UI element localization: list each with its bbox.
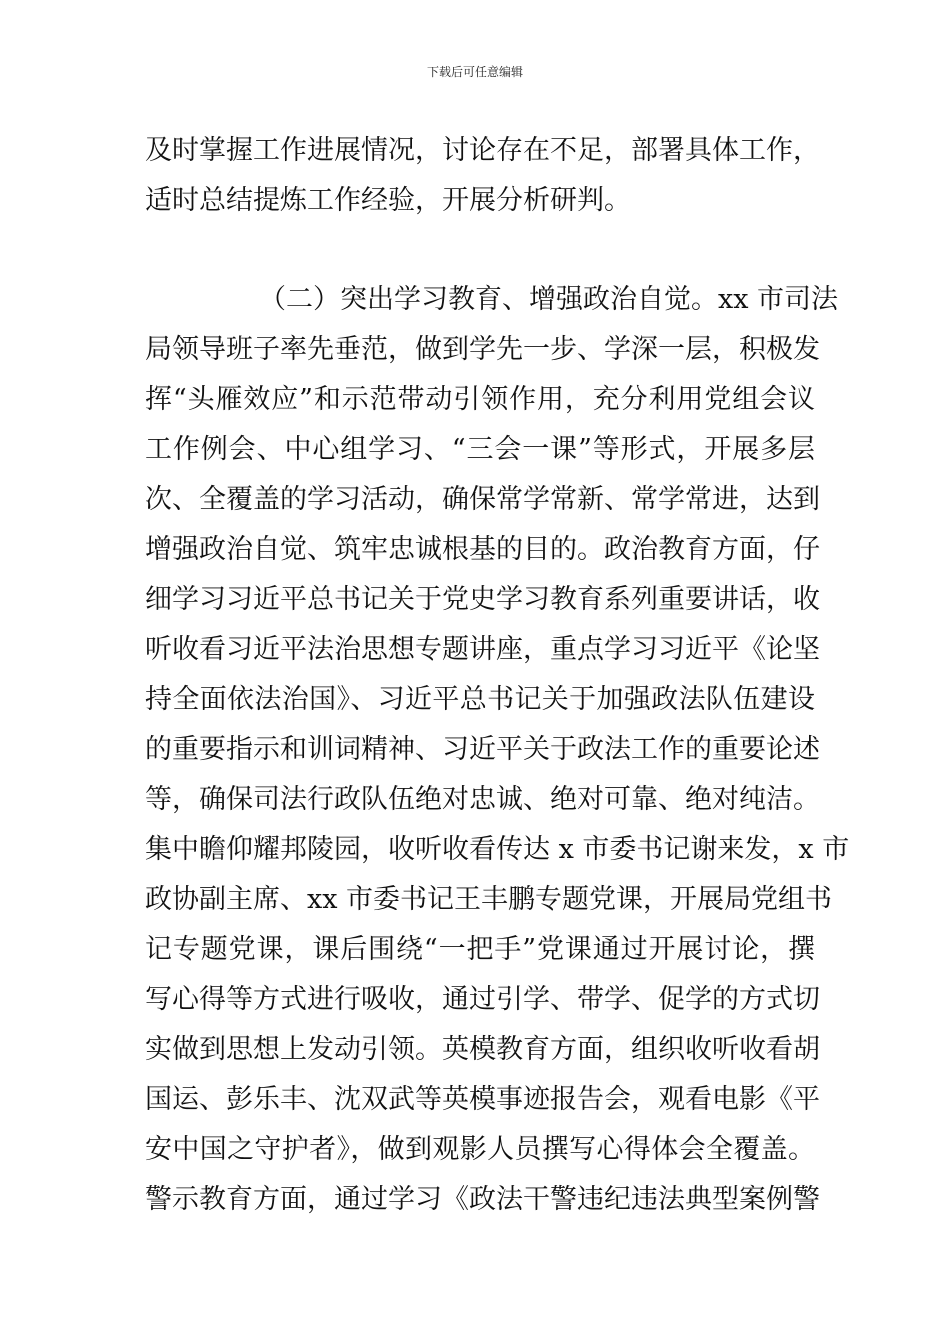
- text-line: 安中国之守护者》，做到观影人员撰写心得体会全覆盖。: [145, 1134, 815, 1165]
- text-line: 次、全覆盖的学习活动，确保常学常新、常学常进，达到: [145, 484, 820, 515]
- text-line: 实做到思想上发动引领。英模教育方面，组织收听收看胡: [145, 1034, 820, 1065]
- text-line: 听收看习近平法治思想专题讲座，重点学习习近平《论坚: [145, 634, 820, 665]
- text-line: 细学习习近平总书记关于党史学习教育系列重要讲话，收: [145, 584, 820, 615]
- text-line: 集中瞻仰耀邦陵园，收听收看传达 x 市委书记谢来发，x 市: [145, 834, 850, 865]
- text-line: 适时总结提炼工作经验，开展分析研判。: [145, 185, 631, 216]
- text-line: 局领导班子率先垂范，做到学先一步、学深一层，积极发: [145, 334, 820, 365]
- text-line: 增强政治自觉、筑牢忠诚根基的目的。政治教育方面，仔: [145, 534, 820, 565]
- text-line: 国运、彭乐丰、沈双武等英模事迹报告会，观看电影《平: [145, 1084, 820, 1115]
- text-line: 记专题党课，课后围绕“一把手”党课通过开展讨论，撰: [145, 934, 815, 965]
- text-line: 的重要指示和训词精神、习近平关于政法工作的重要论述: [145, 734, 820, 765]
- text-line: 工作例会、中心组学习、“三会一课”等形式，开展多层: [145, 434, 815, 465]
- page-header: 下载后可任意编辑: [426, 65, 523, 79]
- text-line: 等，确保司法行政队伍绝对忠诚、绝对可靠、绝对纯洁。: [145, 784, 820, 815]
- paragraph-1: [145, 126, 820, 226]
- text-line: 写心得等方式进行吸收，通过引学、带学、促学的方式切: [145, 984, 820, 1015]
- paragraph-2: [145, 275, 850, 1225]
- text-line: 及时掌握工作进展情况，讨论存在不足，部署具体工作，: [145, 135, 820, 166]
- text-line: 持全面依法治国》、习近平总书记关于加强政法队伍建设: [145, 684, 815, 715]
- text-line: 警示教育方面，通过学习《政法干警违纪违法典型案例警: [145, 1184, 820, 1215]
- text-line: 挥“头雁效应”和示范带动引领作用，充分利用党组会议: [145, 384, 815, 415]
- text-line: 政协副主席、xx 市委书记王丰鹏专题党课，开展局党组书: [145, 884, 833, 915]
- text-line: （二）突出学习教育、增强政治自觉。xx 市司法: [259, 284, 839, 315]
